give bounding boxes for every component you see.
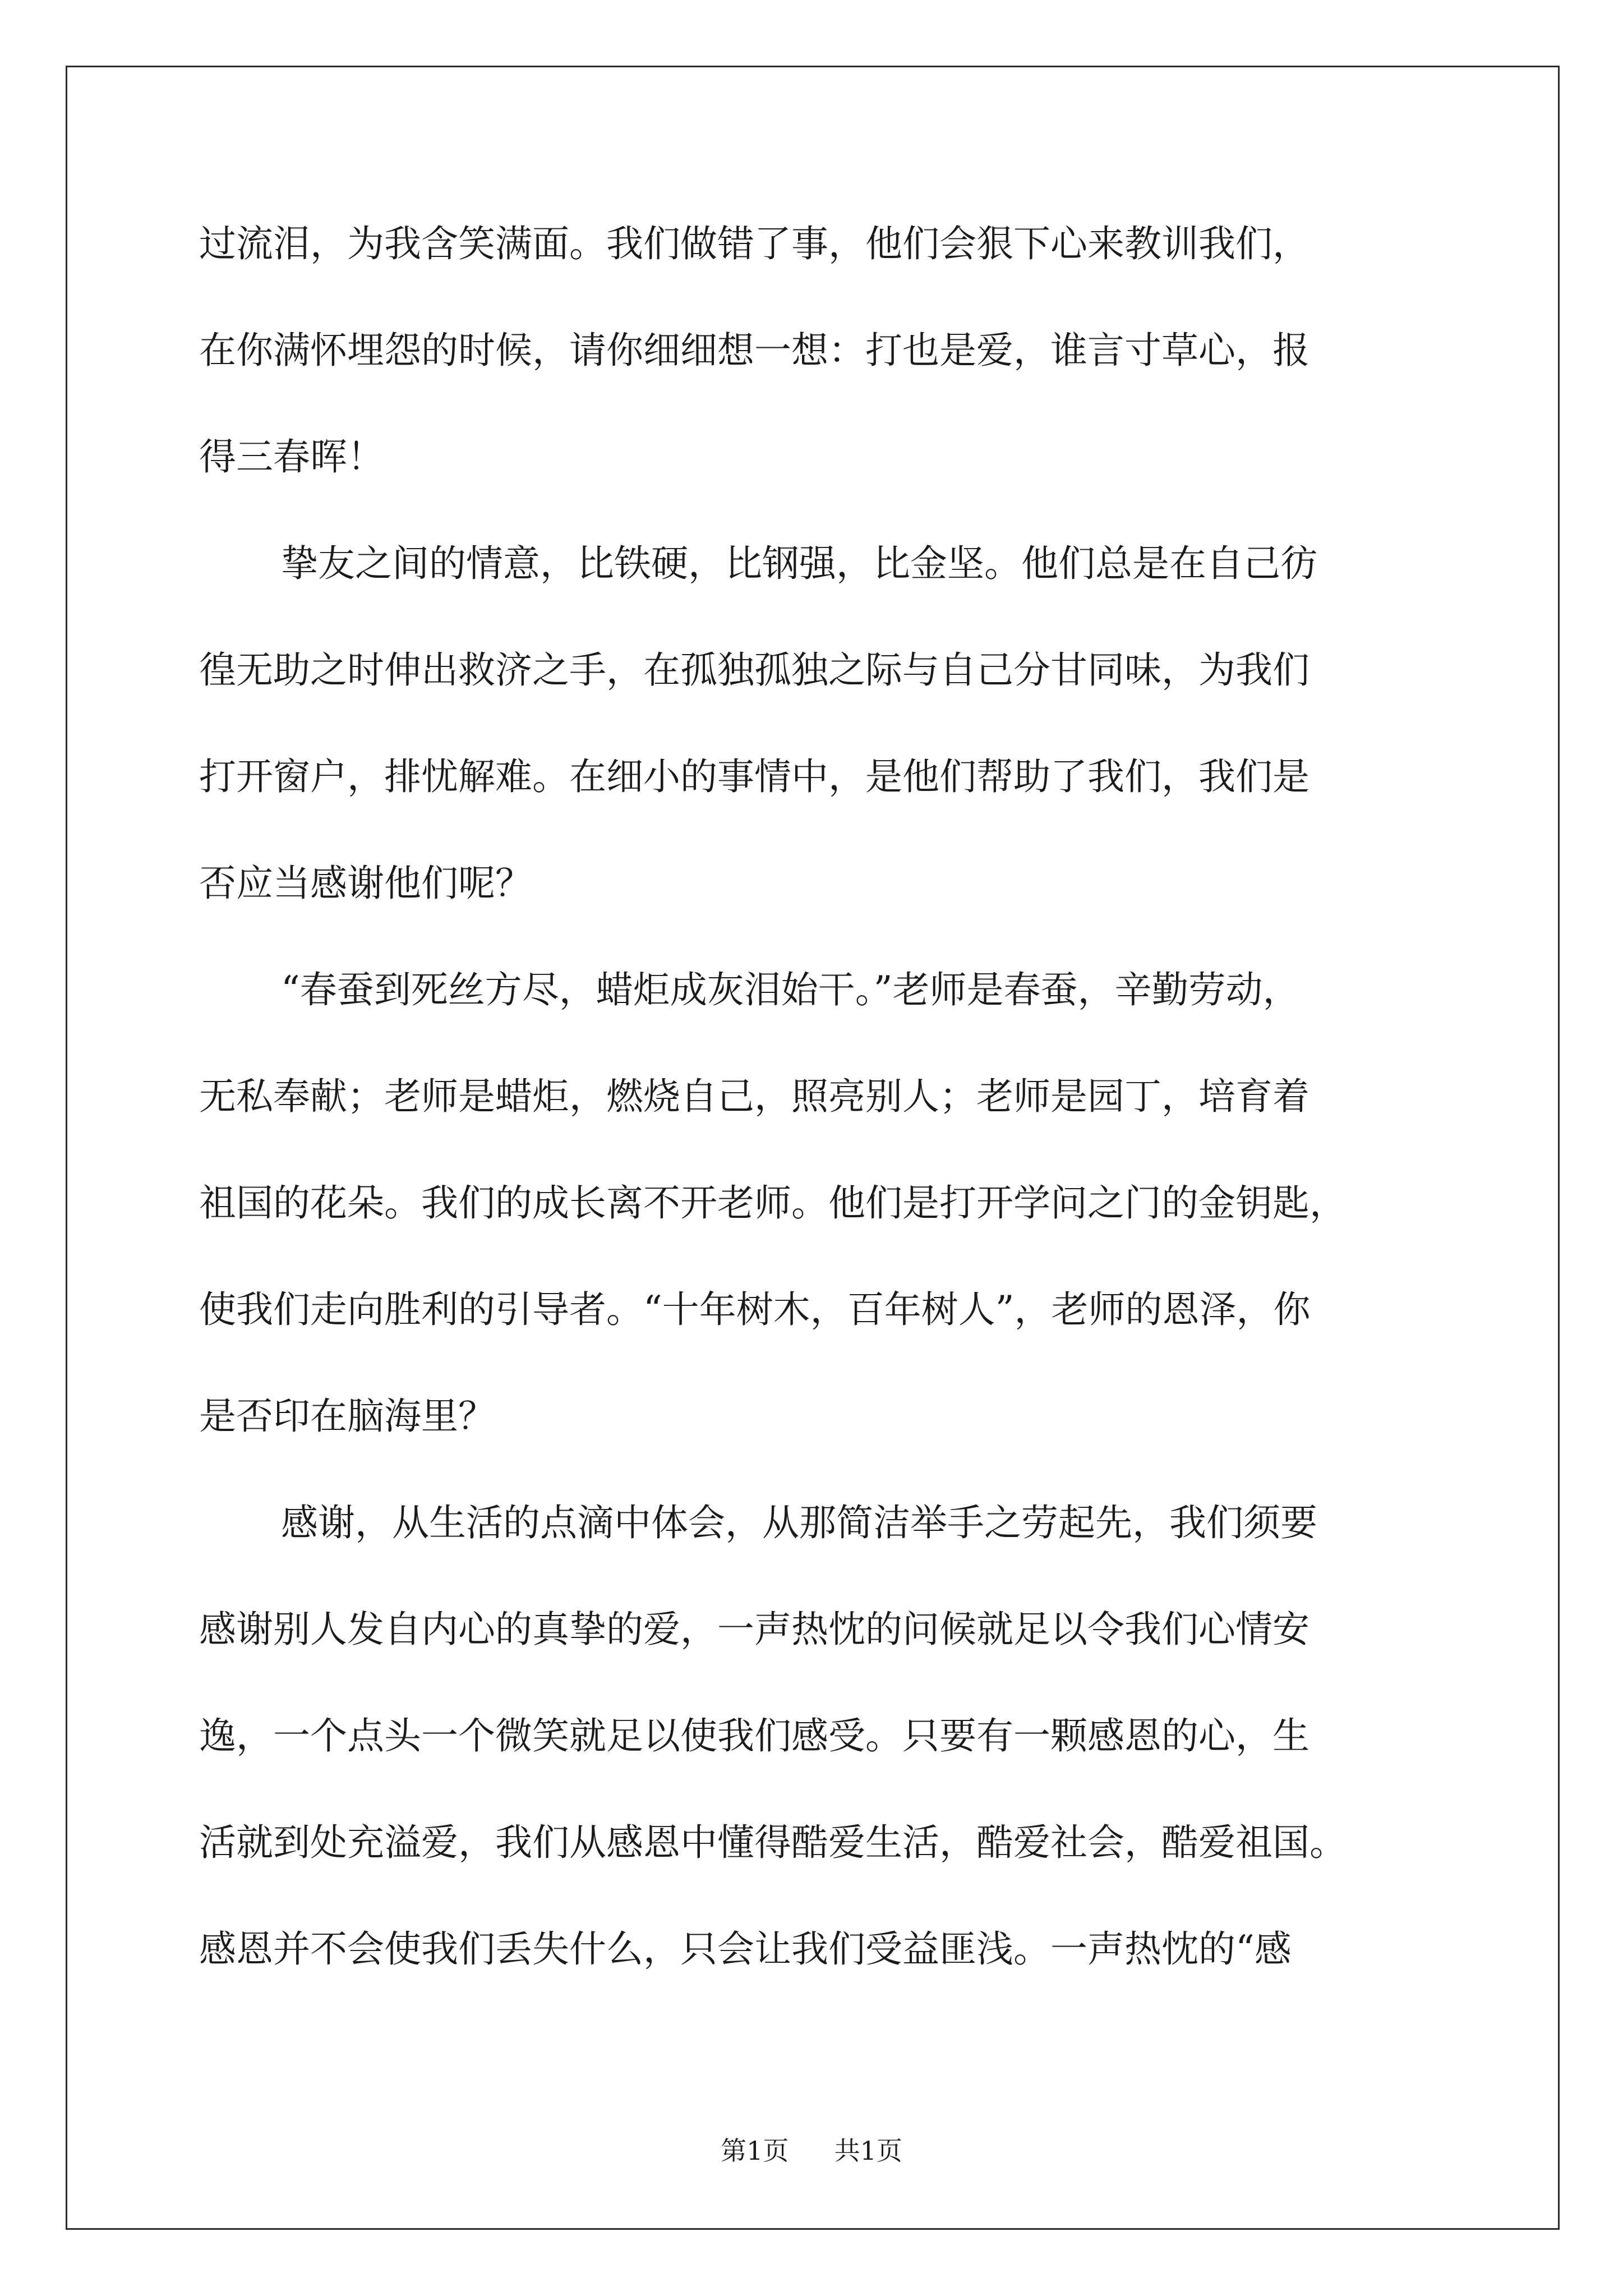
page-footer — [0, 2134, 1623, 2168]
text-line: 感谢别人发自内心的真挚的爱，一声热忱的问候就足以令我们心情安 — [199, 1608, 1310, 1651]
text-line: 祖国的花朵。我们的成长离不开老师。他们是打开学问之门的金钥匙， — [199, 1181, 1347, 1225]
paragraph-start-line: 挚友之间的情意，比铁硬，比钢强，比金坚。他们总是在自己彷 — [281, 542, 1317, 585]
text-line: 否应当感谢他们呢？ — [199, 862, 532, 905]
text-line: 打开窗户，排忧解难。在细小的事情中，是他们帮助了我们，我们是 — [199, 755, 1310, 798]
text-line: 感恩并不会使我们丢失什么，只会让我们受益匪浅。一声热忱的“感 — [199, 1927, 1292, 1971]
text-line: 使我们走向胜利的引导者。“十年树木，百年树人”，老师的恩泽，你 — [199, 1288, 1311, 1331]
text-line: 徨无助之时伸出救济之手，在孤独孤独之际与自己分甘同味，为我们 — [199, 648, 1310, 692]
text-line: 在你满怀埋怨的时候，请你细细想一想：打也是爱，谁言寸草心，报 — [199, 329, 1310, 372]
text-line: 逸，一个点头一个微笑就足以使我们感受。只要有一颗感恩的心，生 — [199, 1714, 1310, 1757]
document-body — [199, 191, 1433, 2003]
page-number: 第1页 — [721, 2136, 789, 2166]
text-line: 无私奉献；老师是蜡炬，燃烧自己，照亮别人；老师是园丁，培育着 — [199, 1075, 1310, 1118]
page-total: 共1页 — [834, 2136, 902, 2166]
text-line: 活就到处充溢爱，我们从感恩中懂得酷爱生活，酷爱社会，酷爱祖国。 — [199, 1821, 1347, 1864]
paragraph-start-line: 感谢，从生活的点滴中体会，从那简洁举手之劳起先，我们须要 — [281, 1501, 1317, 1544]
paragraph-start-line: “春蚕到死丝方尽，蜡炬成灰泪始干。”老师是春蚕，辛勤劳动， — [281, 968, 1300, 1011]
text-line: 过流泪，为我含笑满面。我们做错了事，他们会狠下心来教训我们， — [199, 222, 1310, 265]
text-line: 是否印在脑海里？ — [199, 1395, 495, 1438]
text-line: 得三春晖！ — [199, 435, 384, 478]
